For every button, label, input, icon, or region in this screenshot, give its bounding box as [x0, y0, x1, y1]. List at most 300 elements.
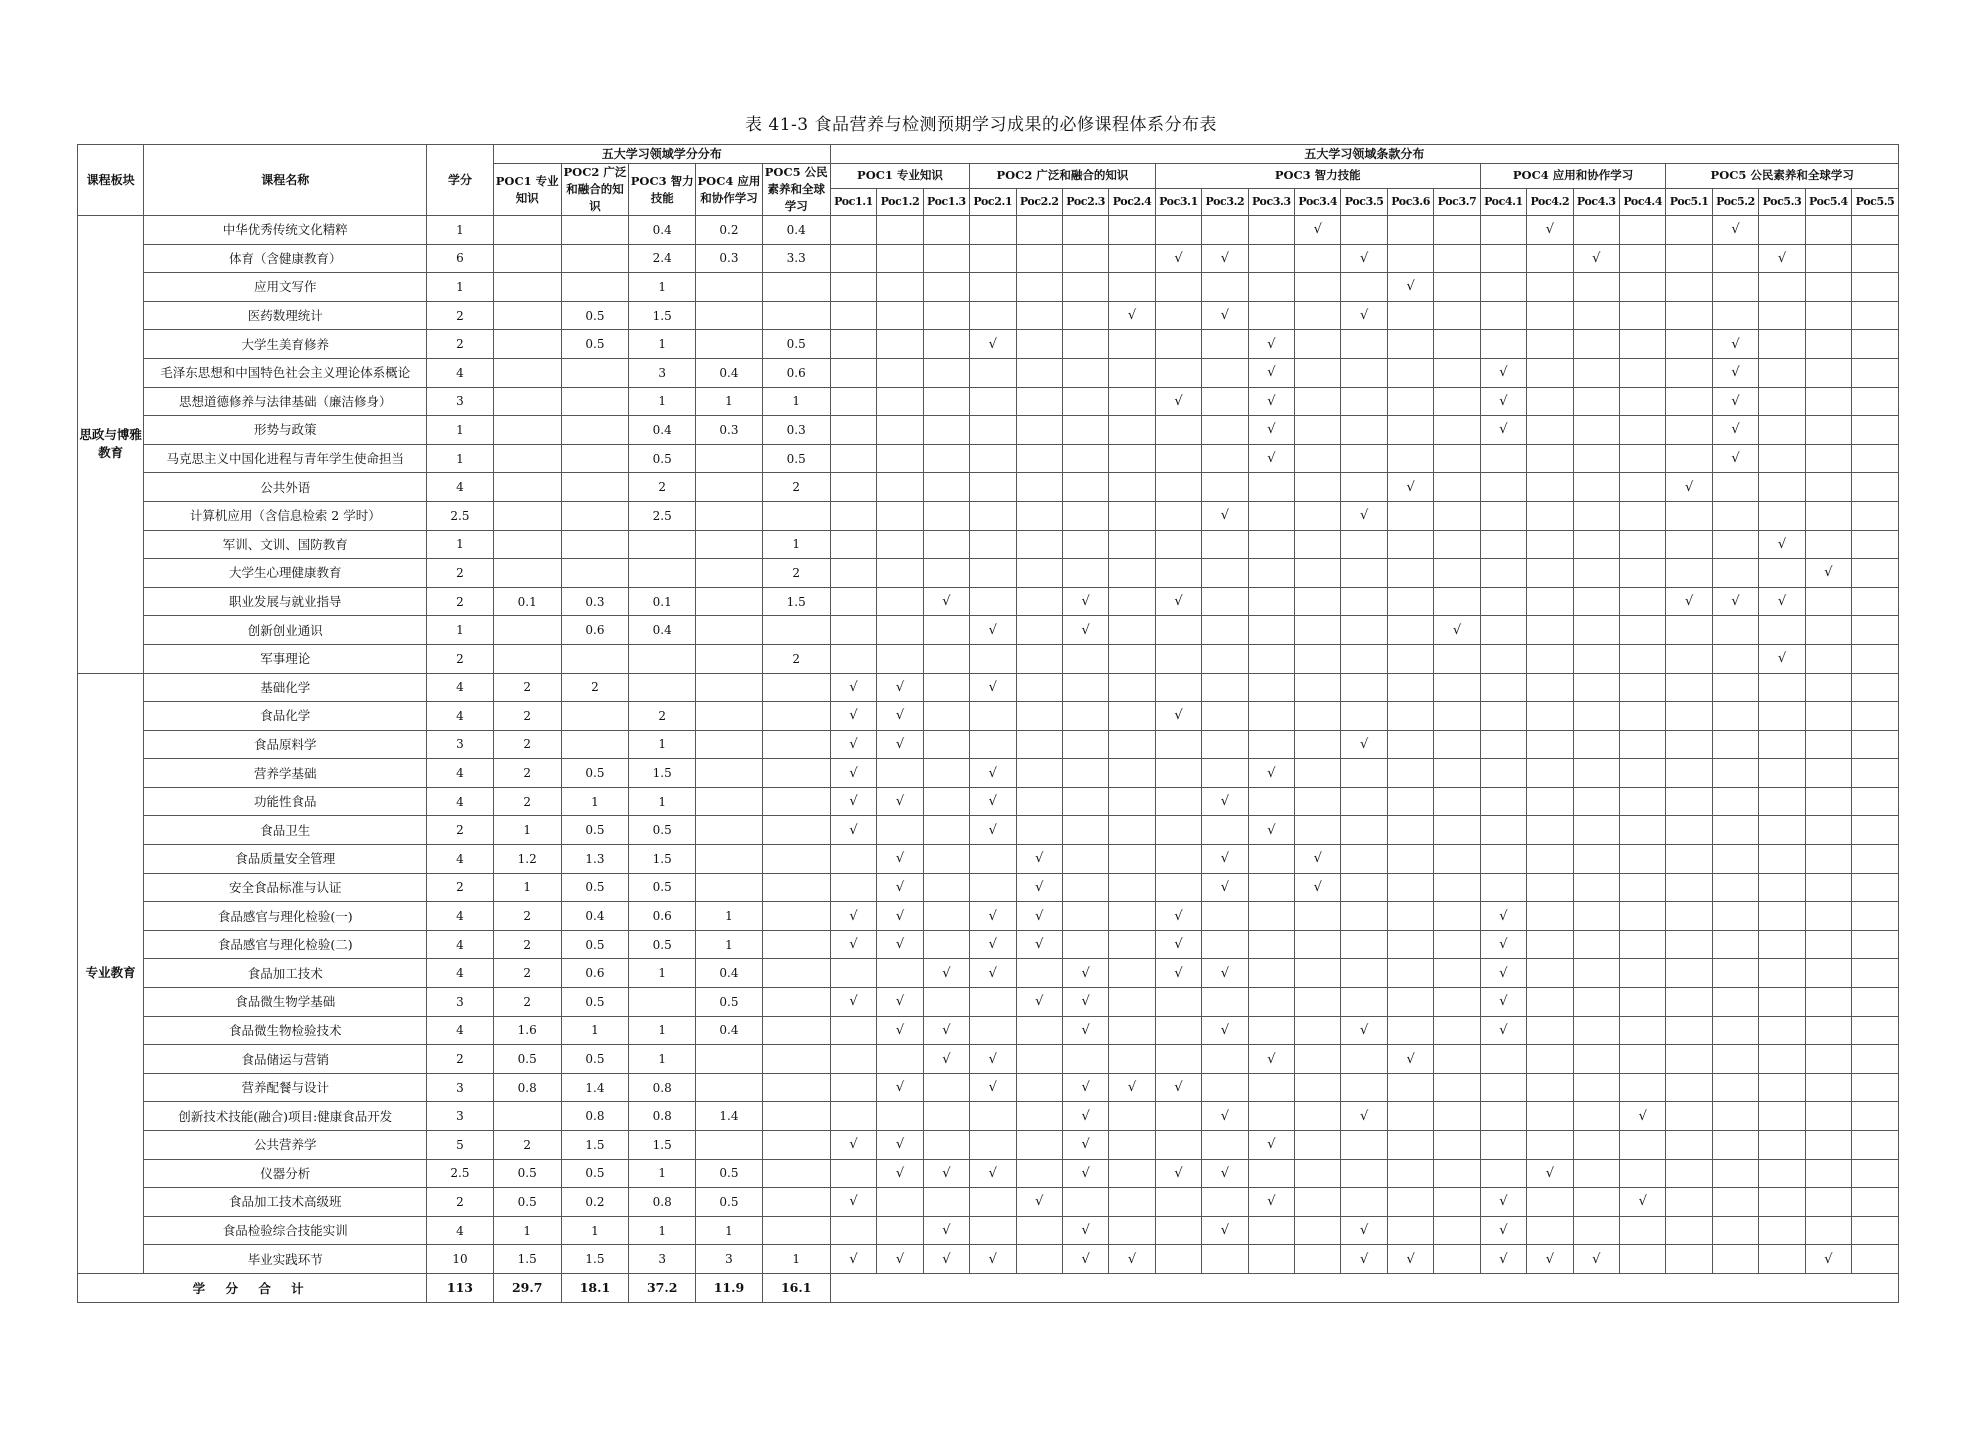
check-mark: √: [1016, 845, 1062, 874]
dist-cell: 0.5: [629, 816, 696, 845]
clause-cell: [1016, 216, 1062, 245]
dist-cell: [629, 673, 696, 702]
header-code: Poc2.4: [1109, 188, 1155, 215]
clause-cell: [877, 273, 923, 302]
clause-cell: [1062, 873, 1108, 902]
clause-cell: [1434, 387, 1480, 416]
check-mark: √: [1712, 330, 1758, 359]
clause-cell: [1759, 216, 1805, 245]
clause-cell: [1527, 416, 1573, 445]
clause-cell: [1573, 1188, 1619, 1217]
dist-cell: [493, 530, 561, 559]
clause-cell: [1573, 759, 1619, 788]
course-credit: 1: [427, 216, 493, 245]
clause-cell: [1527, 559, 1573, 588]
check-mark: √: [1248, 444, 1294, 473]
clause-cell: [1016, 816, 1062, 845]
dist-cell: 0.5: [493, 1159, 561, 1188]
clause-cell: [1527, 644, 1573, 673]
check-mark: √: [1759, 644, 1805, 673]
dist-cell: 2: [762, 473, 830, 502]
clause-cell: [1620, 1216, 1666, 1245]
table-row: [78, 930, 1899, 959]
course-credit: 2: [427, 1045, 493, 1074]
course-name: 军训、文训、国防教育: [144, 530, 427, 559]
clause-cell: [1387, 216, 1433, 245]
clause-cell: [1527, 845, 1573, 874]
check-mark: √: [923, 959, 969, 988]
clause-cell: [1852, 1102, 1899, 1131]
header-poc3: POC3 智力技能: [629, 164, 696, 216]
clause-cell: [1759, 673, 1805, 702]
check-mark: √: [1062, 587, 1108, 616]
course-credit: 2: [427, 330, 493, 359]
dist-cell: [762, 730, 830, 759]
clause-cell: [1387, 387, 1433, 416]
dist-cell: 1: [629, 787, 696, 816]
course-name: 计算机应用（含信息检索 2 学时）: [144, 501, 427, 530]
clause-cell: [1295, 616, 1341, 645]
clause-cell: [970, 501, 1016, 530]
clause-cell: [1434, 330, 1480, 359]
clause-cell: [1109, 1216, 1155, 1245]
clause-cell: [1202, 1073, 1248, 1102]
check-mark: √: [1202, 787, 1248, 816]
check-mark: √: [1062, 988, 1108, 1017]
clause-cell: [877, 1102, 923, 1131]
clause-cell: [1434, 845, 1480, 874]
clause-cell: [1434, 216, 1480, 245]
dist-cell: [762, 273, 830, 302]
clause-cell: [830, 301, 876, 330]
clause-cell: [1527, 959, 1573, 988]
dist-cell: 3.3: [762, 244, 830, 273]
dist-cell: 1: [629, 273, 696, 302]
clause-cell: [923, 444, 969, 473]
dist-cell: [762, 902, 830, 931]
clause-cell: [1202, 358, 1248, 387]
course-name: 安全食品标准与认证: [144, 873, 427, 902]
clause-cell: [1666, 1216, 1712, 1245]
clause-cell: [1341, 559, 1387, 588]
check-mark: √: [970, 902, 1016, 931]
clause-cell: [1341, 644, 1387, 673]
table-row: [78, 902, 1899, 931]
clause-cell: [1573, 845, 1619, 874]
check-mark: √: [1712, 387, 1758, 416]
check-mark: √: [1434, 616, 1480, 645]
clause-cell: [1759, 1159, 1805, 1188]
clause-cell: [1155, 1045, 1201, 1074]
clause-cell: [1620, 530, 1666, 559]
clause-cell: [1387, 1188, 1433, 1217]
clause-cell: [830, 1073, 876, 1102]
clause-cell: [1295, 273, 1341, 302]
dist-cell: [696, 530, 762, 559]
clause-cell: [1295, 330, 1341, 359]
dist-cell: [493, 616, 561, 645]
clause-cell: [1387, 587, 1433, 616]
clause-cell: [1712, 273, 1758, 302]
clause-cell: [1620, 1131, 1666, 1160]
clause-cell: [1295, 358, 1341, 387]
clause-cell: [1016, 759, 1062, 788]
dist-cell: [493, 273, 561, 302]
clause-cell: [1573, 416, 1619, 445]
clause-cell: [1527, 1131, 1573, 1160]
clause-cell: [1248, 1216, 1294, 1245]
clause-cell: [1620, 1159, 1666, 1188]
clause-cell: [1202, 1045, 1248, 1074]
clause-cell: [1295, 1216, 1341, 1245]
header-code: Poc4.3: [1573, 188, 1619, 215]
course-credit: 4: [427, 1216, 493, 1245]
clause-cell: [1573, 873, 1619, 902]
clause-cell: [1155, 616, 1201, 645]
dist-cell: [696, 673, 762, 702]
clause-cell: [1434, 1073, 1480, 1102]
clause-cell: [1248, 216, 1294, 245]
dist-cell: [696, 273, 762, 302]
clause-cell: [1759, 358, 1805, 387]
clause-cell: [1109, 759, 1155, 788]
dist-cell: [696, 473, 762, 502]
check-mark: √: [1248, 416, 1294, 445]
check-mark: √: [1109, 1073, 1155, 1102]
clause-cell: [1248, 530, 1294, 559]
dist-cell: 2: [493, 1131, 561, 1160]
header-code: Poc5.3: [1759, 188, 1805, 215]
check-mark: √: [1480, 902, 1526, 931]
check-mark: √: [877, 1073, 923, 1102]
check-mark: √: [877, 787, 923, 816]
clause-cell: [830, 244, 876, 273]
clause-cell: [1155, 673, 1201, 702]
header-poc4: POC4 应用和协作学习: [696, 164, 762, 216]
totals-poc2: 18.1: [561, 1273, 628, 1302]
clause-cell: [1805, 530, 1851, 559]
clause-cell: [970, 730, 1016, 759]
clause-cell: [1387, 1073, 1433, 1102]
clause-cell: [1620, 730, 1666, 759]
clause-cell: [1480, 644, 1526, 673]
clause-cell: [1620, 559, 1666, 588]
clause-cell: [1341, 616, 1387, 645]
table-row: [78, 730, 1899, 759]
clause-cell: [923, 902, 969, 931]
clause-cell: [1712, 873, 1758, 902]
dist-cell: 0.5: [561, 988, 628, 1017]
clause-cell: [1248, 930, 1294, 959]
clause-cell: [1202, 1188, 1248, 1217]
check-mark: √: [1202, 244, 1248, 273]
clause-cell: [1805, 1188, 1851, 1217]
clause-cell: [1712, 473, 1758, 502]
check-mark: √: [1202, 1216, 1248, 1245]
check-mark: √: [1620, 1188, 1666, 1217]
clause-cell: [1666, 530, 1712, 559]
dist-cell: 2: [762, 559, 830, 588]
clause-cell: [923, 759, 969, 788]
clause-cell: [1387, 301, 1433, 330]
dist-cell: 0.5: [561, 1159, 628, 1188]
header-code: Poc1.3: [923, 188, 969, 215]
clause-cell: [1109, 673, 1155, 702]
course-credit: 1: [427, 273, 493, 302]
clause-cell: [1527, 673, 1573, 702]
dist-cell: 2: [561, 673, 628, 702]
check-mark: √: [1016, 988, 1062, 1017]
clause-cell: [1805, 902, 1851, 931]
clause-cell: [877, 416, 923, 445]
clause-cell: [1527, 930, 1573, 959]
dist-cell: [762, 1073, 830, 1102]
dist-cell: 0.1: [493, 587, 561, 616]
clause-cell: [1666, 444, 1712, 473]
clause-cell: [970, 1188, 1016, 1217]
clause-cell: [1666, 1245, 1712, 1274]
dist-cell: [561, 501, 628, 530]
header-poc1: POC1 专业知识: [493, 164, 561, 216]
course-credit: 5: [427, 1131, 493, 1160]
clause-cell: [1341, 816, 1387, 845]
check-mark: √: [830, 673, 876, 702]
table-row: [78, 330, 1899, 359]
clause-cell: [1573, 702, 1619, 731]
clause-cell: [1805, 387, 1851, 416]
clause-cell: [1666, 1188, 1712, 1217]
dist-cell: 2: [493, 759, 561, 788]
clause-cell: [1202, 673, 1248, 702]
table-row: [78, 787, 1899, 816]
clause-cell: [1387, 787, 1433, 816]
clause-cell: [1062, 244, 1108, 273]
clause-cell: [1712, 1216, 1758, 1245]
clause-cell: [1805, 988, 1851, 1017]
dist-cell: [696, 1131, 762, 1160]
clause-cell: [1759, 1216, 1805, 1245]
dist-cell: [561, 530, 628, 559]
check-mark: √: [1062, 616, 1108, 645]
dist-cell: 1.4: [561, 1073, 628, 1102]
check-mark: √: [1248, 1045, 1294, 1074]
dist-cell: [493, 416, 561, 445]
check-mark: √: [877, 930, 923, 959]
clause-cell: [1016, 530, 1062, 559]
header-code: Poc3.5: [1341, 188, 1387, 215]
clause-cell: [1434, 787, 1480, 816]
clause-cell: [1852, 1073, 1899, 1102]
clause-cell: [1620, 444, 1666, 473]
clause-cell: [1434, 959, 1480, 988]
totals-poc4: 11.9: [696, 1273, 762, 1302]
clause-cell: [1573, 358, 1619, 387]
clause-cell: [923, 644, 969, 673]
clause-cell: [830, 1016, 876, 1045]
check-mark: √: [970, 1245, 1016, 1274]
dist-cell: 0.4: [762, 216, 830, 245]
dist-cell: [696, 559, 762, 588]
clause-cell: [1341, 988, 1387, 1017]
clause-cell: [1666, 959, 1712, 988]
check-mark: √: [1016, 1188, 1062, 1217]
clause-cell: [1620, 1045, 1666, 1074]
clause-cell: [1852, 1159, 1899, 1188]
clause-cell: [1062, 387, 1108, 416]
clause-cell: [1341, 216, 1387, 245]
clause-cell: [1387, 444, 1433, 473]
check-mark: √: [1666, 473, 1712, 502]
clause-cell: [1248, 988, 1294, 1017]
dist-cell: 2: [762, 644, 830, 673]
check-mark: √: [1341, 244, 1387, 273]
dist-cell: [762, 959, 830, 988]
dist-cell: 2.4: [629, 244, 696, 273]
clause-cell: [1295, 416, 1341, 445]
clause-cell: [1805, 787, 1851, 816]
clause-cell: [1016, 616, 1062, 645]
clause-cell: [1341, 473, 1387, 502]
clause-cell: [1620, 244, 1666, 273]
clause-cell: [830, 273, 876, 302]
dist-cell: [493, 244, 561, 273]
check-mark: √: [1155, 702, 1201, 731]
clause-cell: [1620, 930, 1666, 959]
table-row: [78, 473, 1899, 502]
dist-cell: 1: [561, 787, 628, 816]
dist-cell: [561, 730, 628, 759]
dist-cell: 1: [561, 1216, 628, 1245]
clause-cell: [1527, 530, 1573, 559]
clause-cell: [1248, 273, 1294, 302]
clause-cell: [1480, 1131, 1526, 1160]
clause-cell: [923, 873, 969, 902]
clause-cell: [1109, 1102, 1155, 1131]
clause-cell: [923, 416, 969, 445]
dist-cell: 0.2: [561, 1188, 628, 1217]
check-mark: √: [1062, 1131, 1108, 1160]
check-mark: √: [970, 1073, 1016, 1102]
clause-cell: [1480, 702, 1526, 731]
clause-cell: [1759, 787, 1805, 816]
clause-cell: [1805, 673, 1851, 702]
clause-cell: [1480, 301, 1526, 330]
course-name: 食品加工技术: [144, 959, 427, 988]
clause-cell: [1527, 501, 1573, 530]
clause-cell: [1805, 301, 1851, 330]
dist-cell: [561, 216, 628, 245]
clause-cell: [1805, 1016, 1851, 1045]
table-row: [78, 587, 1899, 616]
clause-cell: [877, 387, 923, 416]
clause-cell: [1062, 902, 1108, 931]
course-credit: 4: [427, 759, 493, 788]
header-clause-group-2: POC2 广泛和融合的知识: [970, 164, 1156, 189]
clause-cell: [1527, 301, 1573, 330]
clause-cell: [1387, 616, 1433, 645]
clause-cell: [1852, 988, 1899, 1017]
clause-cell: [1712, 730, 1758, 759]
header-code: Poc2.2: [1016, 188, 1062, 215]
clause-cell: [1759, 616, 1805, 645]
clause-cell: [1295, 444, 1341, 473]
clause-cell: [923, 473, 969, 502]
clause-cell: [1712, 816, 1758, 845]
dist-cell: 1.5: [561, 1131, 628, 1160]
clause-cell: [1109, 1188, 1155, 1217]
clause-cell: [1295, 759, 1341, 788]
clause-cell: [1759, 988, 1805, 1017]
clause-cell: [1202, 473, 1248, 502]
clause-cell: [1295, 1159, 1341, 1188]
clause-cell: [1620, 1245, 1666, 1274]
clause-cell: [1480, 1073, 1526, 1102]
dist-cell: [561, 273, 628, 302]
clause-cell: [923, 559, 969, 588]
clause-cell: [1620, 845, 1666, 874]
clause-cell: [1062, 473, 1108, 502]
clause-cell: [1062, 759, 1108, 788]
dist-cell: 1: [493, 1216, 561, 1245]
clause-cell: [1480, 330, 1526, 359]
clause-cell: [1712, 616, 1758, 645]
clause-cell: [923, 787, 969, 816]
clause-cell: [1248, 1073, 1294, 1102]
clause-cell: [1620, 988, 1666, 1017]
check-mark: √: [1248, 1131, 1294, 1160]
dist-cell: [762, 702, 830, 731]
clause-cell: [1805, 644, 1851, 673]
dist-cell: 0.5: [696, 988, 762, 1017]
clause-cell: [1620, 387, 1666, 416]
dist-cell: [493, 501, 561, 530]
header-block: 课程板块: [78, 145, 144, 216]
clause-cell: [1155, 273, 1201, 302]
course-name: 形势与政策: [144, 416, 427, 445]
clause-cell: [1527, 330, 1573, 359]
dist-cell: 1: [762, 1245, 830, 1274]
clause-cell: [1016, 416, 1062, 445]
clause-cell: [1852, 902, 1899, 931]
clause-cell: [1666, 559, 1712, 588]
check-mark: √: [1248, 358, 1294, 387]
clause-cell: [1480, 473, 1526, 502]
clause-cell: [1295, 902, 1341, 931]
clause-cell: [1016, 730, 1062, 759]
clause-cell: [1295, 1016, 1341, 1045]
clause-cell: [1109, 1159, 1155, 1188]
course-credit: 2.5: [427, 1159, 493, 1188]
clause-cell: [970, 530, 1016, 559]
clause-cell: [1852, 216, 1899, 245]
clause-cell: [1109, 273, 1155, 302]
clause-cell: [1248, 845, 1294, 874]
check-mark: √: [1155, 244, 1201, 273]
course-name: 毕业实践环节: [144, 1245, 427, 1274]
dist-cell: [629, 530, 696, 559]
clause-cell: [1202, 930, 1248, 959]
course-name: 体育（含健康教育）: [144, 244, 427, 273]
course-credit: 4: [427, 902, 493, 931]
clause-cell: [970, 873, 1016, 902]
clause-cell: [1295, 816, 1341, 845]
course-credit: 6: [427, 244, 493, 273]
clause-cell: [1480, 244, 1526, 273]
clause-cell: [1712, 1188, 1758, 1217]
clause-cell: [1666, 616, 1712, 645]
clause-cell: [923, 816, 969, 845]
clause-cell: [1016, 1045, 1062, 1074]
